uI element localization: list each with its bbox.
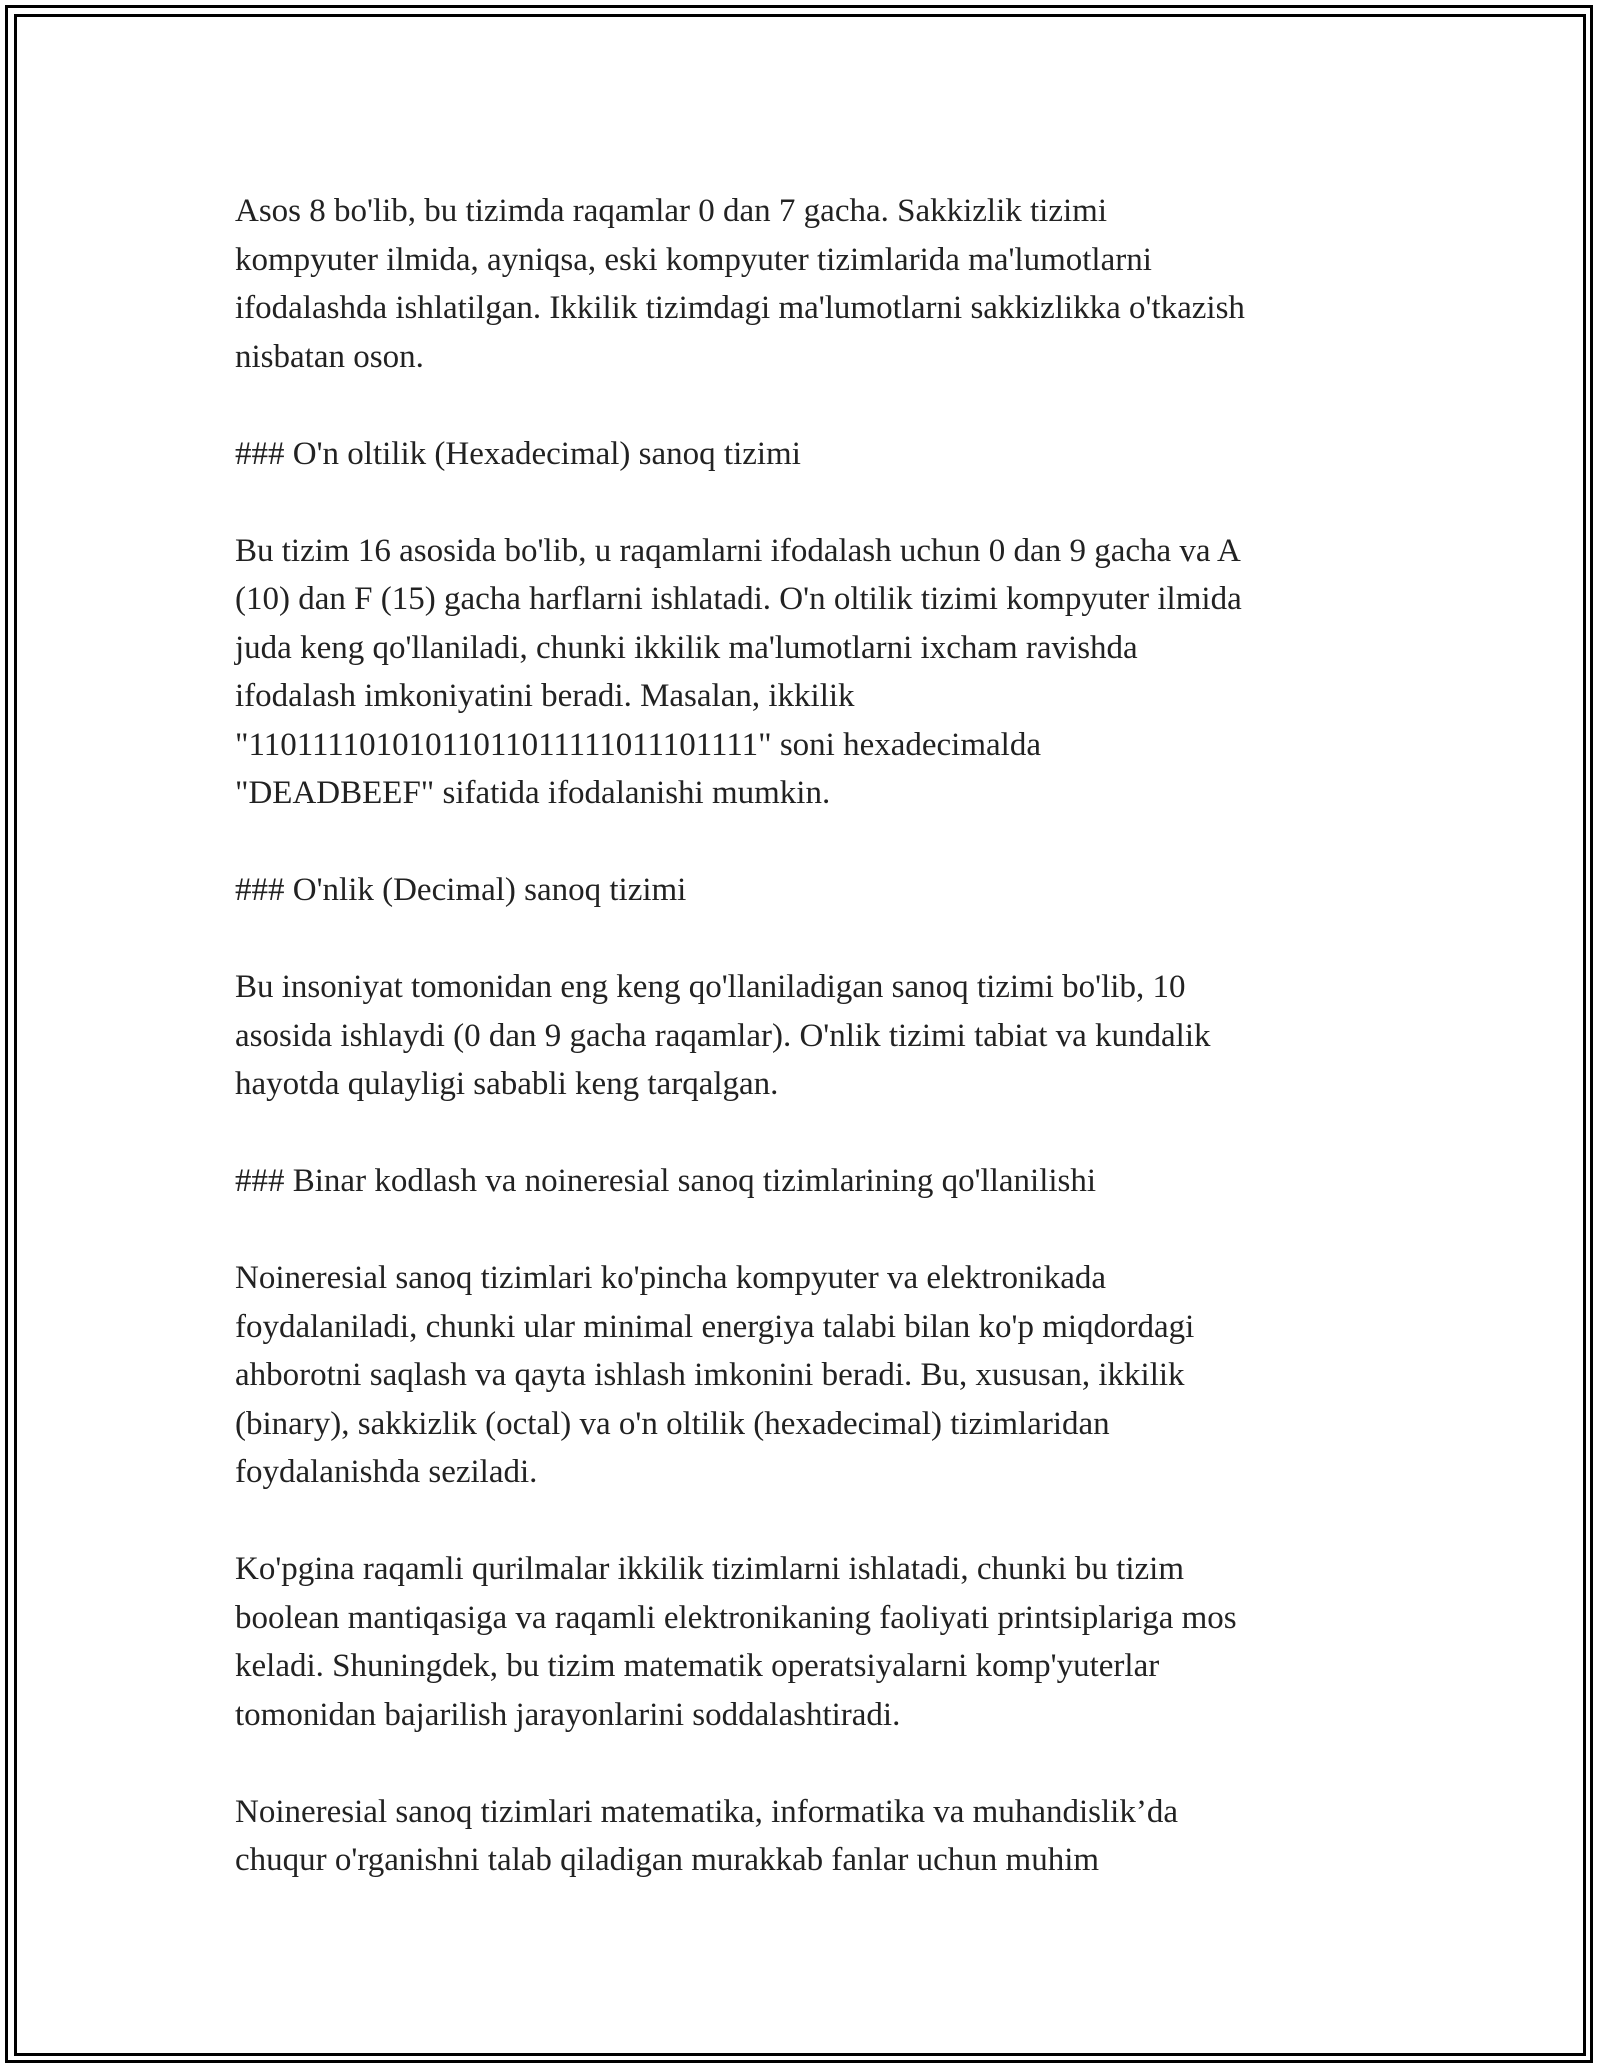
heading-hexadecimal bbox=[235, 430, 1370, 479]
text-line: Noineresial sanoq tizimlari matematika, informatika va muhandislik’da bbox=[235, 1793, 1178, 1830]
text-line: juda keng qo'llaniladi, chunki ikkilik ma'lumotlarni ixcham ravishda bbox=[235, 629, 1138, 666]
heading-text: ### Binar kodlash va noineresial sanoq tizimlarining qo'llanilishi bbox=[235, 1163, 1097, 1199]
text-line: ahborotni saqlash va qayta ishlash imkonini beradi. Bu, xususan, ikkilik bbox=[235, 1357, 1185, 1393]
paragraph-importance bbox=[235, 1788, 1370, 1885]
text-line: tomonidan bajarilish jarayonlarini soddalashtiradi. bbox=[235, 1696, 901, 1733]
heading-text: ### O'n oltilik (Hexadecimal) sanoq tizimi bbox=[235, 435, 801, 472]
text-line: hayotda qulayligi sababli keng tarqalgan. bbox=[235, 1066, 779, 1102]
text-line: chuqur o'rganishni talab qiladigan murakkab fanlar uchun muhim bbox=[235, 1842, 1100, 1878]
heading-binary-coding bbox=[235, 1157, 1370, 1206]
text-line: ifodalash imkoniyatini beradi. Masalan, ikkilik bbox=[235, 678, 855, 714]
text-line: asosida ishlaydi (0 dan 9 gacha raqamlar). O'nlik tizimi tabiat va kundalik bbox=[235, 1017, 1211, 1054]
text-line: Noineresial sanoq tizimlari ko'pincha kompyuter va elektronikada bbox=[235, 1260, 1107, 1296]
text-line: boolean mantiqasiga va raqamli elektronikaning faoliyati printsiplariga mos bbox=[235, 1599, 1237, 1636]
text-line: ifodalashda ishlatilgan. Ikkilik tizimdagi ma'lumotlarni sakkizlikka o'tkazish bbox=[235, 290, 1245, 326]
text-line: "11011110101011011011111011101111" soni hexadecimalda bbox=[235, 726, 1041, 763]
text-line: Asos 8 bo'lib, bu tizimda raqamlar 0 dan 7 gacha. Sakkizlik tizimi bbox=[235, 193, 1108, 229]
text-line: nisbatan oson. bbox=[235, 338, 424, 375]
paragraph-octal-intro bbox=[235, 187, 1370, 381]
text-line: kompyuter ilmida, ayniqsa, eski kompyuter tizimlarida ma'lumotlarni bbox=[235, 241, 1152, 278]
document-body bbox=[235, 187, 1370, 1933]
heading-text: ### O'nlik (Decimal) sanoq tizimi bbox=[235, 872, 687, 908]
text-line: (10) dan F (15) gacha harflarni ishlatadi. O'n oltilik tizimi kompyuter ilmida bbox=[235, 581, 1242, 617]
text-line: foydalaniladi, chunki ular minimal energiya talabi bilan ko'p miqdordagi bbox=[235, 1308, 1195, 1345]
text-line: (binary), sakkizlik (octal) va o'n oltilik (hexadecimal) tizimlaridan bbox=[235, 1405, 1110, 1442]
paragraph-binary-usage bbox=[235, 1254, 1370, 1497]
text-line: "DEADBEEF" sifatida ifodalanishi mumkin. bbox=[235, 775, 831, 811]
text-line: Bu tizim 16 asosida bo'lib, u raqamlarni ifodalash uchun 0 dan 9 gacha va A bbox=[235, 532, 1241, 569]
paragraph-decimal bbox=[235, 963, 1370, 1109]
paragraph-hexadecimal bbox=[235, 527, 1370, 818]
text-line: keladi. Shuningdek, bu tizim matematik operatsiyalarni komp'yuterlar bbox=[235, 1648, 1160, 1684]
text-line: Bu insoniyat tomonidan eng keng qo'llaniladigan sanoq tizimi bo'lib, 10 bbox=[235, 969, 1186, 1005]
heading-decimal bbox=[235, 866, 1370, 915]
text-line: foydalanishda seziladi. bbox=[235, 1454, 538, 1490]
paragraph-digital-devices bbox=[235, 1545, 1370, 1739]
text-line: Ko'pgina raqamli qurilmalar ikkilik tizimlarni ishlatadi, chunki bu tizim bbox=[235, 1551, 1184, 1587]
